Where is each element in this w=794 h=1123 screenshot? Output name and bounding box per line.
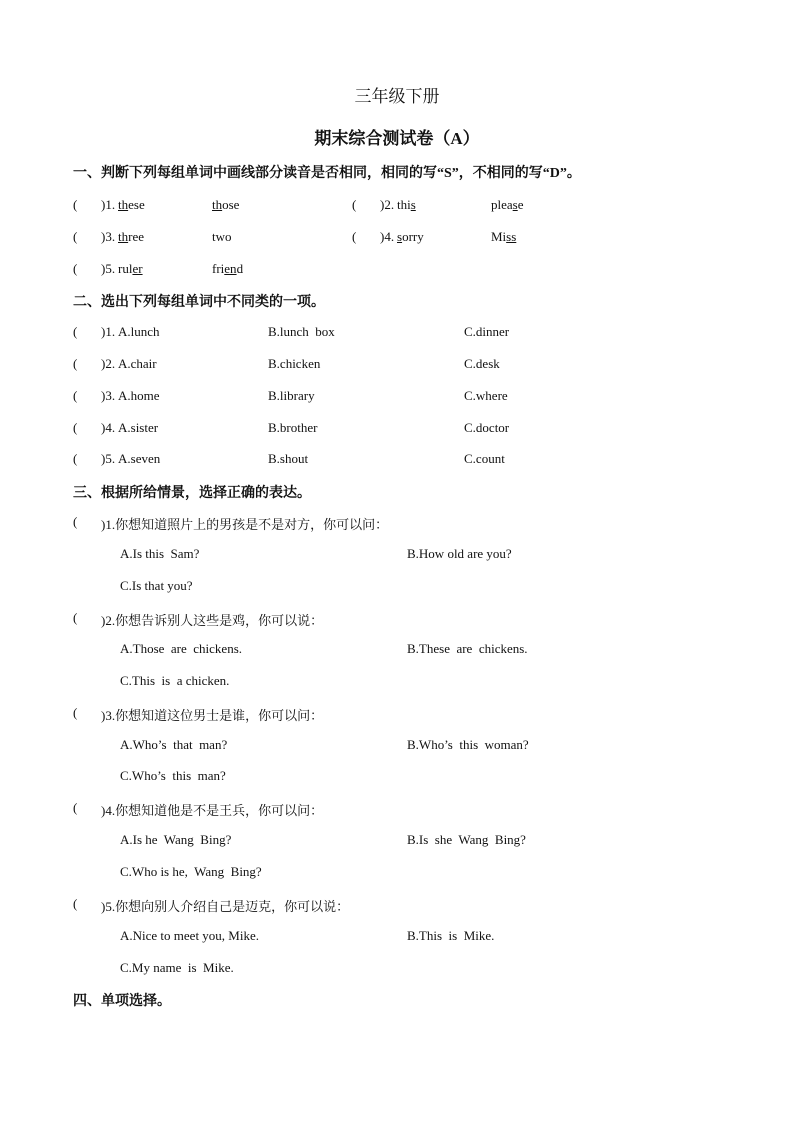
option-a: A.Who’s that man?	[120, 737, 228, 752]
question-text: )4.你想知道他是不是王兵，你可以问：	[101, 803, 324, 818]
answer-paren[interactable]: (	[73, 514, 78, 529]
option-c: C.Is that you?	[120, 578, 193, 593]
answer-paren[interactable]: (	[73, 229, 78, 244]
option-c: C.count	[464, 451, 505, 466]
option-c: C.desk	[464, 356, 500, 371]
page-subtitle: 期末综合测试卷（A）	[314, 129, 480, 148]
item-number: )5.	[101, 451, 116, 466]
word-2: please	[491, 197, 524, 212]
answer-paren[interactable]: (	[73, 451, 78, 466]
word-2: two	[212, 229, 232, 244]
option-c: C.My name is Mike.	[120, 960, 234, 975]
answer-paren[interactable]: (	[73, 197, 78, 212]
answer-paren[interactable]: (	[73, 800, 78, 815]
option-a: A.lunch	[118, 324, 160, 339]
option-a: A.chair	[118, 356, 157, 371]
item-number: )5.	[101, 261, 116, 276]
answer-paren[interactable]: (	[73, 356, 78, 371]
option-a: A.sister	[118, 420, 159, 435]
option-b: B.shout	[268, 451, 309, 466]
option-c: C.Who’s this man?	[120, 768, 226, 783]
section-4-heading: 四、单项选择。	[73, 994, 171, 1009]
option-a: A.seven	[118, 451, 161, 466]
item-number: )1.	[101, 197, 116, 212]
question-text: )5.你想向别人介绍自己是迈克，你可以说：	[101, 899, 350, 914]
word-2: friend	[212, 261, 244, 276]
word-1: sorry	[397, 229, 424, 244]
answer-paren[interactable]: (	[73, 896, 78, 911]
answer-paren[interactable]: (	[73, 261, 78, 276]
question-text: )3.你想知道这位男士是谁，你可以问：	[101, 708, 324, 723]
answer-paren[interactable]: (	[73, 705, 78, 720]
word-1: these	[118, 197, 145, 212]
option-b: B.These are chickens.	[407, 641, 528, 656]
word-2: Miss	[491, 229, 517, 244]
section-2-heading: 二、选出下列每组单词中不同类的一项。	[73, 295, 325, 310]
option-c: C.doctor	[464, 420, 510, 435]
item-number: )2.	[101, 356, 116, 371]
answer-paren[interactable]: (	[352, 197, 357, 212]
section-1-heading: 一、判断下列每组单词中画线部分读音是否相同，相同的写“S”，不相同的写“D”。	[73, 166, 581, 181]
item-number: )3.	[101, 229, 116, 244]
option-a: A.Those are chickens.	[120, 641, 243, 656]
option-b: B.How old are you?	[407, 546, 512, 561]
word-2: those	[212, 197, 240, 212]
answer-paren[interactable]: (	[73, 420, 78, 435]
item-number: )4.	[101, 420, 116, 435]
answer-paren[interactable]: (	[352, 229, 357, 244]
option-b: B.lunch box	[268, 324, 335, 339]
option-a: A.Is he Wang Bing?	[120, 832, 232, 847]
item-number: )4.	[380, 229, 395, 244]
option-c: C.This is a chicken.	[120, 673, 230, 688]
option-c: C.dinner	[464, 324, 510, 339]
option-b: B.Is she Wang Bing?	[407, 832, 526, 847]
option-b: B.library	[268, 388, 315, 403]
page-title: 三年级下册	[354, 87, 440, 106]
answer-paren[interactable]: (	[73, 610, 78, 625]
option-a: A.Nice to meet you, Mike.	[120, 928, 259, 943]
answer-paren[interactable]: (	[73, 388, 78, 403]
word-1: three	[118, 229, 144, 244]
option-c: C.Who is he, Wang Bing?	[120, 864, 262, 879]
option-b: B.Who’s this woman?	[407, 737, 529, 752]
option-b: B.brother	[268, 420, 318, 435]
word-1: ruler	[118, 261, 143, 276]
answer-paren[interactable]: (	[73, 324, 78, 339]
option-b: B.chicken	[268, 356, 321, 371]
item-number: )1.	[101, 324, 116, 339]
question-text: )1.你想知道照片上的男孩是不是对方，你可以问：	[101, 517, 389, 532]
option-a: A.Is this Sam?	[120, 546, 200, 561]
section-3-heading: 三、根据所给情景，选择正确的表达。	[73, 486, 311, 501]
option-b: B.This is Mike.	[407, 928, 495, 943]
option-c: C.where	[464, 388, 508, 403]
word-1: this	[397, 197, 416, 212]
item-number: )3.	[101, 388, 116, 403]
option-a: A.home	[118, 388, 160, 403]
question-text: )2.你想告诉别人这些是鸡，你可以说：	[101, 613, 324, 628]
item-number: )2.	[380, 197, 395, 212]
